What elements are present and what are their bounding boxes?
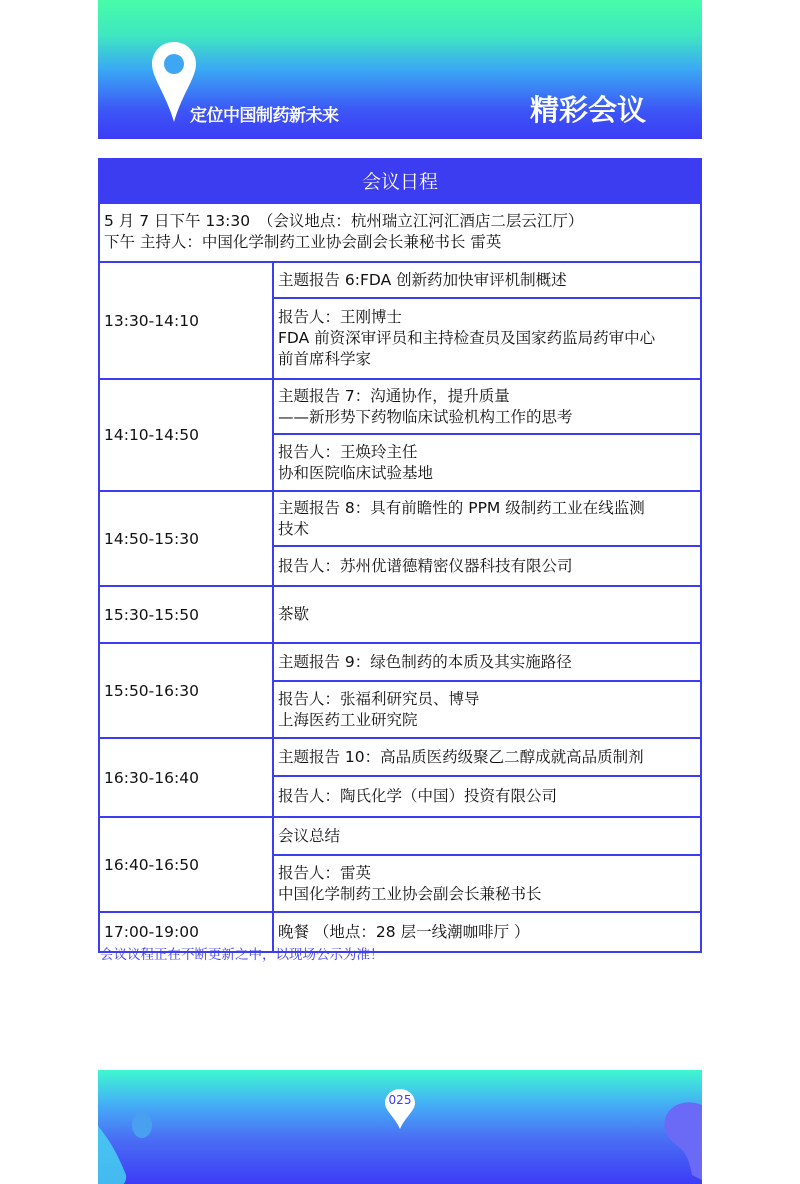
cell-line: 报告人：王焕玲主任 [278, 442, 418, 461]
cell-line: 报告人：苏州优谱德精密仪器科技有限公司 [278, 556, 573, 575]
cell-line: 茶歇 [278, 605, 310, 623]
schedule-table [98, 158, 702, 953]
schedule-intro [100, 204, 700, 263]
cell-line: 主题报告 8：具有前瞻性的 PPM 级制药工业在线监测 [278, 498, 645, 517]
cell-line: 会议总结 [278, 826, 341, 845]
cell-line: 报告人：王刚博士 [278, 308, 403, 326]
cell-line: 主题报告 6:FDA 创新药加快审评机制概述 [278, 270, 567, 289]
page-title: 精彩会议 [529, 93, 646, 127]
header-banner [98, 0, 702, 139]
speaker-cell [274, 547, 700, 585]
schedule-row [100, 739, 700, 818]
cell-line: FDA 前资深审评员和主持检查员及国家药监局药审中心 [278, 329, 656, 347]
speaker-cell [274, 682, 700, 737]
time-cell: 13:30-14:10 [100, 263, 274, 378]
page-number-badge [384, 1088, 416, 1130]
decorative-blob-icon [657, 1095, 702, 1184]
schedule-row [100, 644, 700, 739]
speaker-cell [274, 777, 700, 816]
header-slogan: 定位中国制药新未来 [190, 106, 339, 126]
cell-line: 报告人：陶氏化学（中国）投资有限公司 [278, 787, 558, 805]
topic-cell [274, 587, 700, 642]
schedule-note: 会议议程正在不断更新之中，以现场公示为准！ [100, 947, 384, 963]
cell-line: 技术 [278, 519, 310, 538]
cell-line: 报告人：张福利研究员、博导 [278, 689, 480, 708]
cell-line: 中国化学制药工业协会副会长兼秘书长 [278, 884, 542, 903]
intro-line: 5 月 7 日下午 13:30 （会议地点：杭州瑞立江河汇酒店二层云江厅） [104, 212, 584, 230]
cell-line: 主题报告 10：高品质医药级聚乙二醇成就高品质制剂 [278, 747, 644, 766]
cell-line: 报告人：雷英 [278, 863, 372, 882]
schedule-title: 会议日程 [100, 160, 700, 204]
cell-line: 协和医院临床试验基地 [278, 463, 434, 482]
time-cell: 16:30-16:40 [100, 739, 274, 816]
cell-line: 上海医药工业研究院 [278, 710, 418, 729]
time-cell: 17:00-19:00 [100, 913, 274, 951]
schedule-row [100, 263, 700, 380]
page-number: 025 [388, 1093, 412, 1107]
footer-banner [98, 1070, 702, 1184]
schedule-row [100, 587, 700, 644]
topic-cell [274, 263, 700, 299]
time-cell: 15:30-15:50 [100, 587, 274, 642]
cell-line: 主题报告 7：沟通协作，提升质量 [278, 386, 510, 405]
cell-line: ——新形势下药物临床试验机构工作的思考 [278, 407, 573, 426]
time-cell: 14:50-15:30 [100, 492, 274, 585]
topic-cell [274, 818, 700, 856]
schedule-row [100, 818, 700, 913]
topic-cell [274, 380, 700, 435]
topic-cell [274, 644, 700, 682]
speaker-cell [274, 435, 700, 490]
decorative-circle-icon [130, 1110, 154, 1140]
schedule-row [100, 380, 700, 492]
speaker-cell [274, 299, 700, 378]
speaker-cell [274, 856, 700, 911]
cell-line: 主题报告 9：绿色制药的本质及其实施路径 [278, 652, 572, 671]
time-cell: 14:10-14:50 [100, 380, 274, 490]
topic-cell [274, 739, 700, 777]
schedule-row [100, 492, 700, 587]
time-cell: 16:40-16:50 [100, 818, 274, 911]
cell-line: 前首席科学家 [278, 350, 372, 368]
time-cell: 15:50-16:30 [100, 644, 274, 737]
intro-line: 下午 主持人：中国化学制药工业协会副会长兼秘书长 雷英 [104, 233, 502, 251]
cell-line: 晚餐 （地点：28 层一线潮咖啡厅 ） [278, 922, 530, 941]
topic-cell [274, 492, 700, 547]
